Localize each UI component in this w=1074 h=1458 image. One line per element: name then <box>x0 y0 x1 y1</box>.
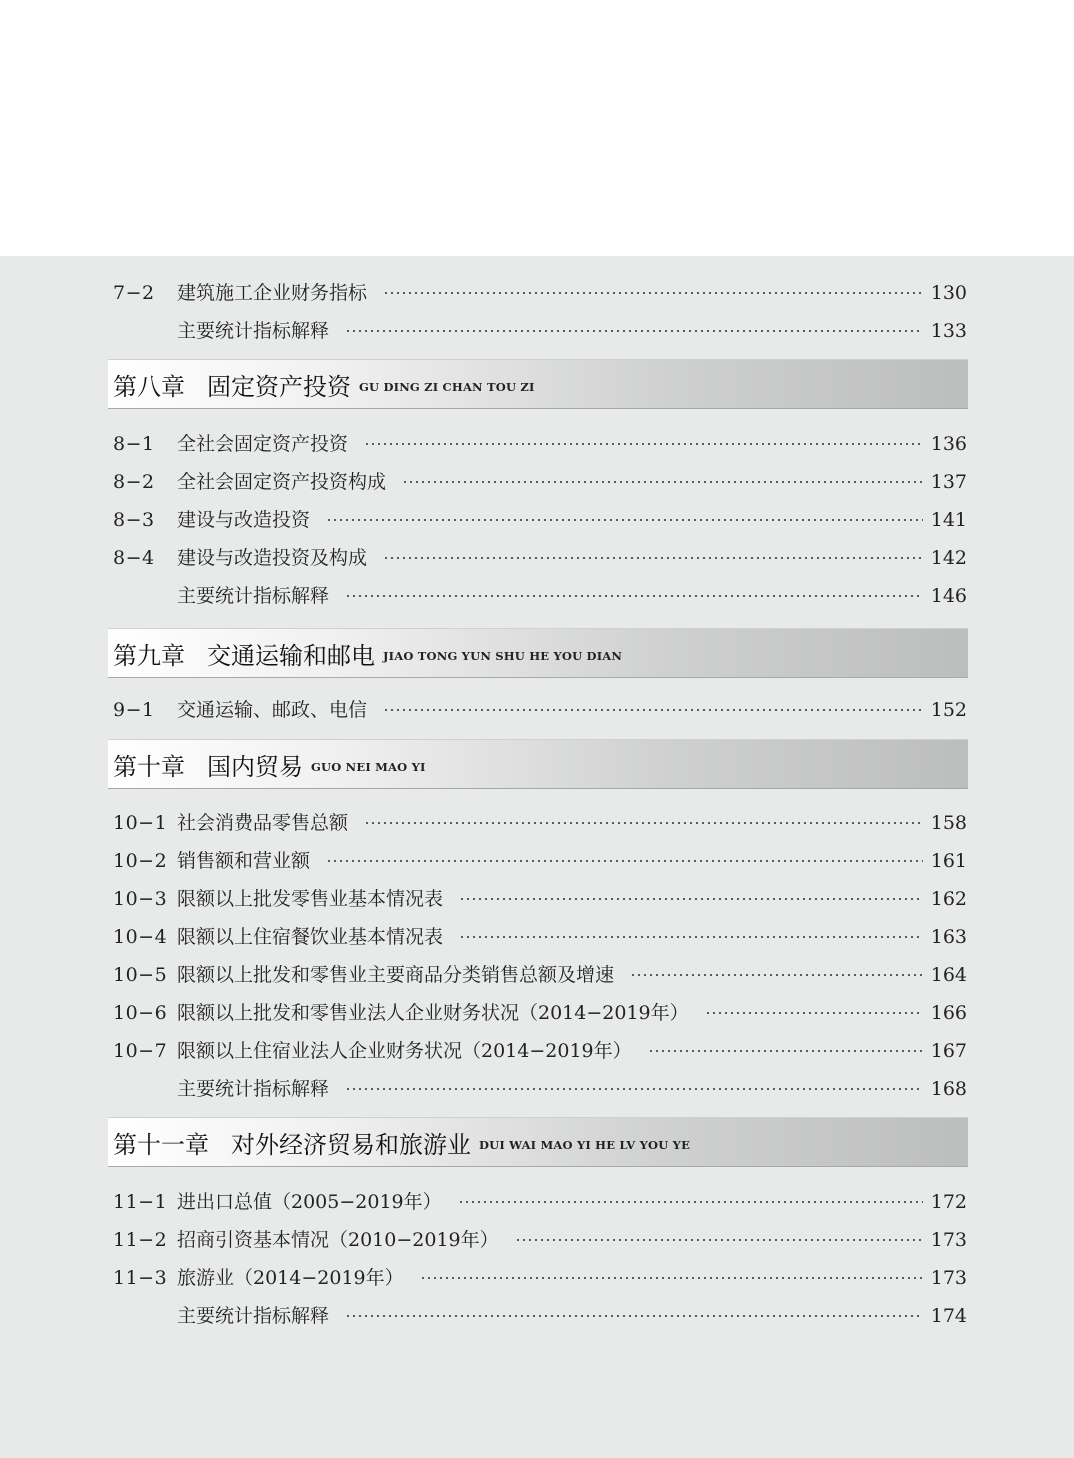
entry-page: 130 <box>930 282 967 304</box>
chapter-heading[interactable] <box>108 359 968 409</box>
table-of-contents <box>0 256 1074 1458</box>
toc-entry[interactable] <box>113 884 967 914</box>
entry-code: 11−3 <box>113 1267 168 1289</box>
entry-page: 141 <box>930 509 967 531</box>
entry-page: 174 <box>930 1305 967 1327</box>
entry-page: 173 <box>930 1229 967 1251</box>
entry-code: 10−5 <box>113 964 168 986</box>
entry-title: 建筑施工企业财务指标 <box>177 282 368 304</box>
dot-leader <box>402 481 923 483</box>
entry-code: 9−1 <box>113 699 155 721</box>
dot-leader <box>383 557 923 559</box>
dot-leader <box>459 898 923 900</box>
entry-title: 主要统计指标解释 <box>177 320 330 342</box>
dot-leader <box>345 1088 923 1090</box>
entry-title: 限额以上住宿餐饮业基本情况表 <box>177 926 444 948</box>
entry-title: 进出口总值（2005−2019年） <box>177 1191 442 1213</box>
chapter-number: 第十一章 <box>113 1130 209 1159</box>
chapter-pinyin: GU DING ZI CHAN TOU ZI <box>359 380 535 394</box>
toc-entry[interactable] <box>113 467 967 497</box>
entry-title: 建设与改造投资 <box>177 509 311 531</box>
toc-entry[interactable] <box>113 1301 967 1331</box>
toc-entry[interactable] <box>113 1187 967 1217</box>
toc-entry[interactable] <box>113 505 967 535</box>
entry-page: 164 <box>930 964 967 986</box>
entry-title: 主要统计指标解释 <box>177 1078 330 1100</box>
entry-page: 166 <box>930 1002 967 1024</box>
dot-leader <box>364 443 923 445</box>
dot-leader <box>458 1201 923 1203</box>
toc-entry[interactable] <box>113 1036 967 1066</box>
entry-code: 11−2 <box>113 1229 168 1251</box>
dot-leader <box>459 936 923 938</box>
toc-entry[interactable] <box>113 543 967 573</box>
chapter-title: 固定资产投资 <box>207 372 351 401</box>
entry-title: 主要统计指标解释 <box>177 585 330 607</box>
dot-leader <box>420 1277 923 1279</box>
toc-entry[interactable] <box>113 960 967 990</box>
entry-code: 10−6 <box>113 1002 168 1024</box>
toc-entry[interactable] <box>113 695 967 725</box>
chapter-title: 交通运输和邮电 <box>207 641 375 670</box>
toc-entry[interactable] <box>113 1263 967 1293</box>
entry-page: 161 <box>930 850 967 872</box>
dot-leader <box>326 519 923 521</box>
entry-title: 限额以上住宿业法人企业财务状况（2014−2019年） <box>177 1040 632 1062</box>
entry-title: 全社会固定资产投资构成 <box>177 471 387 493</box>
entry-title: 建设与改造投资及构成 <box>177 547 368 569</box>
toc-entry[interactable] <box>113 846 967 876</box>
entry-code: 7−2 <box>113 282 155 304</box>
toc-entry[interactable] <box>113 922 967 952</box>
entry-page: 137 <box>930 471 967 493</box>
dot-leader <box>630 974 923 976</box>
entry-title: 社会消费品零售总额 <box>177 812 349 834</box>
entry-title: 主要统计指标解释 <box>177 1305 330 1327</box>
dot-leader <box>515 1239 923 1241</box>
dot-leader <box>705 1012 923 1014</box>
chapter-title: 国内贸易 <box>207 752 303 781</box>
chapter-number: 第八章 <box>113 372 185 401</box>
chapter-pinyin: DUI WAI MAO YI HE LV YOU YE <box>479 1138 691 1152</box>
entry-code: 8−3 <box>113 509 155 531</box>
entry-page: 162 <box>930 888 967 910</box>
blank-page-top <box>0 0 1074 256</box>
entry-code: 10−1 <box>113 812 168 834</box>
chapter-number: 第十章 <box>113 752 185 781</box>
entry-title: 旅游业（2014−2019年） <box>177 1267 404 1289</box>
dot-leader <box>345 330 923 332</box>
entry-page: 163 <box>930 926 967 948</box>
dot-leader <box>364 822 923 824</box>
entry-page: 133 <box>930 320 967 342</box>
entry-page: 152 <box>930 699 967 721</box>
chapter-title: 对外经济贸易和旅游业 <box>231 1130 471 1159</box>
entry-page: 167 <box>930 1040 967 1062</box>
entry-code: 11−1 <box>113 1191 168 1213</box>
toc-entry[interactable] <box>113 429 967 459</box>
dot-leader <box>383 292 923 294</box>
dot-leader <box>345 595 923 597</box>
toc-entry[interactable] <box>113 316 967 346</box>
entry-title: 销售额和营业额 <box>177 850 311 872</box>
entry-code: 10−2 <box>113 850 168 872</box>
entry-code: 10−4 <box>113 926 168 948</box>
chapter-number: 第九章 <box>113 641 185 670</box>
entry-page: 146 <box>930 585 967 607</box>
entry-page: 158 <box>930 812 967 834</box>
entry-page: 172 <box>930 1191 967 1213</box>
chapter-heading[interactable] <box>108 628 968 678</box>
entry-page: 173 <box>930 1267 967 1289</box>
entry-title: 招商引资基本情况（2010−2019年） <box>177 1229 499 1251</box>
dot-leader <box>326 860 923 862</box>
entry-title: 交通运输、邮政、电信 <box>177 699 368 721</box>
toc-entry[interactable] <box>113 1074 967 1104</box>
entry-title: 限额以上批发零售业基本情况表 <box>177 888 444 910</box>
entry-code: 8−2 <box>113 471 155 493</box>
dot-leader <box>345 1315 923 1317</box>
chapter-pinyin: JIAO TONG YUN SHU HE YOU DIAN <box>383 649 623 663</box>
dot-leader <box>648 1050 923 1052</box>
entry-title: 限额以上批发和零售业主要商品分类销售总额及增速 <box>177 964 615 986</box>
entry-code: 10−3 <box>113 888 168 910</box>
entry-title: 限额以上批发和零售业法人企业财务状况（2014−2019年） <box>177 1002 689 1024</box>
dot-leader <box>383 709 923 711</box>
entry-page: 142 <box>930 547 967 569</box>
toc-entry[interactable] <box>113 278 967 308</box>
entry-code: 8−4 <box>113 547 155 569</box>
entry-code: 8−1 <box>113 433 155 455</box>
entry-page: 168 <box>930 1078 967 1100</box>
toc-entry[interactable] <box>113 1225 967 1255</box>
toc-entry[interactable] <box>113 808 967 838</box>
chapter-heading[interactable] <box>108 1117 968 1167</box>
entry-code: 10−7 <box>113 1040 168 1062</box>
toc-entry[interactable] <box>113 581 967 611</box>
entry-title: 全社会固定资产投资 <box>177 433 349 455</box>
chapter-heading[interactable] <box>108 739 968 789</box>
toc-entry[interactable] <box>113 998 967 1028</box>
chapter-pinyin: GUO NEI MAO YI <box>311 760 426 774</box>
entry-page: 136 <box>930 433 967 455</box>
